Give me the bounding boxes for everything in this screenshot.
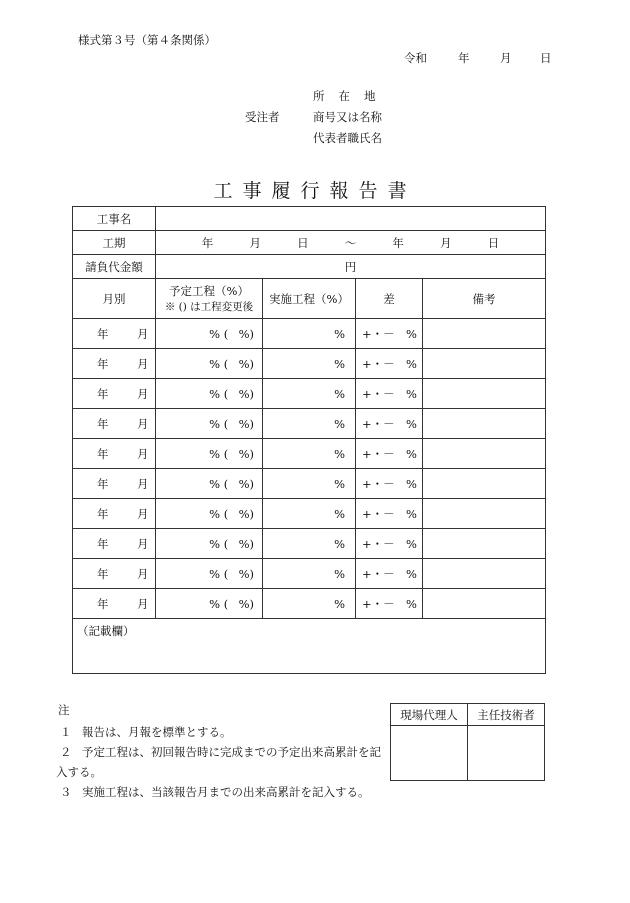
project-name-row (73, 207, 546, 231)
planned-revised-percent: %) (238, 356, 254, 371)
col-month-header: 月別 (73, 279, 156, 319)
planned-revised-percent: %) (238, 506, 254, 521)
footnote-item (60, 742, 381, 762)
footnote-text: 実施工程は、当該報告月までの出来高累計を記入する。 (82, 785, 370, 799)
footnote-text: 予定工程は、初回報告時に完成までの予定出来高累計を記 (82, 745, 381, 759)
footnotes (58, 700, 381, 802)
period-start-year: 年 (201, 235, 214, 250)
row-month: 月 (137, 386, 149, 401)
diff-unit: % (406, 386, 417, 401)
planned-cell[interactable] (156, 589, 263, 619)
month-cell[interactable] (73, 379, 156, 409)
table-row (73, 409, 546, 439)
footnote-list (58, 722, 381, 802)
site-agent-seal-field[interactable] (391, 726, 468, 781)
diff-sign: +・－ (362, 386, 395, 401)
address-label: 所在地 (313, 89, 390, 103)
row-year: 年 (97, 356, 109, 371)
date-day: 日 (540, 51, 552, 65)
planned-percent: % (209, 386, 220, 401)
row-year: 年 (97, 596, 109, 611)
row-year: 年 (97, 536, 109, 551)
row-year: 年 (97, 476, 109, 491)
row-month: 月 (137, 356, 149, 371)
table-row (73, 589, 546, 619)
contractor-label: 受注者 (245, 110, 280, 124)
period-end-month: 月 (440, 235, 452, 250)
signature-box (390, 703, 545, 781)
diff-unit: % (406, 476, 417, 491)
period-start-month: 月 (249, 235, 261, 250)
diff-unit: % (406, 326, 417, 341)
period-tilde: ～ (344, 235, 357, 250)
planned-percent: % (209, 446, 220, 461)
remarks-cell[interactable] (423, 529, 546, 559)
planned-revised-percent: %) (238, 476, 254, 491)
planned-paren-open: ( (223, 416, 229, 431)
month-cell[interactable] (73, 439, 156, 469)
actual-cell[interactable]: % (263, 559, 356, 589)
diff-cell[interactable] (356, 499, 423, 529)
actual-cell[interactable]: % (263, 409, 356, 439)
planned-revised-percent: %) (238, 596, 254, 611)
date-era: 令和 (404, 51, 427, 65)
table-row (73, 379, 546, 409)
diff-cell[interactable] (356, 559, 423, 589)
notes-field-row (73, 619, 546, 674)
footnote-number: ３ (60, 785, 72, 799)
diff-sign: +・－ (362, 566, 395, 581)
chief-engineer-label: 主任技術者 (468, 704, 545, 726)
planned-paren-open: ( (223, 326, 229, 341)
diff-cell[interactable] (356, 529, 423, 559)
month-cell[interactable] (73, 349, 156, 379)
company-name-label: 商号又は名称 (313, 110, 382, 124)
table-row (73, 499, 546, 529)
diff-sign: +・－ (362, 536, 395, 551)
row-month: 月 (137, 416, 149, 431)
table-row (73, 319, 546, 349)
footnote-text: 入する。 (56, 765, 102, 779)
planned-percent: % (209, 536, 220, 551)
diff-unit: % (406, 506, 417, 521)
planned-cell[interactable] (156, 469, 263, 499)
planned-revised-percent: %) (238, 536, 254, 551)
chief-engineer-seal-field[interactable] (468, 726, 545, 781)
diff-cell[interactable] (356, 319, 423, 349)
actual-cell[interactable]: % (263, 469, 356, 499)
actual-cell[interactable]: % (263, 379, 356, 409)
diff-cell[interactable] (356, 589, 423, 619)
month-cell[interactable] (73, 529, 156, 559)
row-month: 月 (137, 596, 149, 611)
planned-percent: % (209, 566, 220, 581)
remarks-cell[interactable] (423, 439, 546, 469)
planned-paren-open: ( (223, 356, 229, 371)
remarks-cell[interactable] (423, 469, 546, 499)
representative-label: 代表者職氏名 (313, 131, 382, 145)
footnote-item (56, 762, 381, 782)
period-label: 工期 (73, 231, 156, 255)
table-row (73, 529, 546, 559)
period-start-day: 日 (297, 235, 309, 250)
actual-cell[interactable]: % (263, 499, 356, 529)
planned-cell[interactable] (156, 409, 263, 439)
planned-cell[interactable] (156, 319, 263, 349)
planned-percent: % (209, 506, 220, 521)
remarks-cell[interactable] (423, 379, 546, 409)
contract-amount-field[interactable] (156, 255, 546, 279)
diff-sign: +・－ (362, 416, 395, 431)
diff-unit: % (406, 446, 417, 461)
planned-percent: % (209, 356, 220, 371)
report-table (72, 206, 546, 674)
col-remarks-header: 備考 (423, 279, 546, 319)
planned-cell[interactable] (156, 559, 263, 589)
diff-cell[interactable] (356, 409, 423, 439)
footnote-text: 報告は、月報を標準とする。 (82, 725, 232, 739)
date-year: 年 (458, 51, 470, 65)
actual-cell[interactable]: % (263, 349, 356, 379)
planned-header-label: 予定工程（%） (169, 284, 249, 298)
month-cell[interactable] (73, 409, 156, 439)
row-year: 年 (97, 506, 109, 521)
planned-revised-percent: %) (238, 446, 254, 461)
diff-cell[interactable] (356, 349, 423, 379)
actual-cell[interactable]: % (263, 319, 356, 349)
diff-sign: +・－ (362, 476, 395, 491)
planned-cell[interactable] (156, 499, 263, 529)
footnotes-heading: 注 (58, 703, 70, 717)
diff-unit: % (406, 536, 417, 551)
planned-paren-open: ( (223, 566, 229, 581)
diff-sign: +・－ (362, 506, 395, 521)
project-name-label: 工事名 (73, 207, 156, 231)
monthly-rows (73, 319, 546, 619)
diff-sign: +・－ (362, 356, 395, 371)
diff-sign: +・－ (362, 446, 395, 461)
row-month: 月 (137, 536, 149, 551)
project-name-field[interactable] (156, 207, 546, 231)
diff-cell[interactable] (356, 379, 423, 409)
month-cell[interactable] (73, 499, 156, 529)
period-end-year: 年 (392, 235, 404, 250)
row-month: 月 (137, 326, 149, 341)
planned-revised-percent: %) (238, 386, 254, 401)
diff-sign: +・－ (362, 326, 395, 341)
remarks-cell[interactable] (423, 589, 546, 619)
col-diff-header: 差 (356, 279, 423, 319)
month-cell[interactable] (73, 559, 156, 589)
month-cell[interactable] (73, 589, 156, 619)
contract-amount-row (73, 255, 546, 279)
row-month: 月 (137, 566, 149, 581)
remarks-cell[interactable] (423, 409, 546, 439)
remarks-cell[interactable] (423, 349, 546, 379)
table-row (73, 349, 546, 379)
diff-unit: % (406, 356, 417, 371)
diff-sign: +・－ (362, 596, 395, 611)
row-year: 年 (97, 416, 109, 431)
diff-cell[interactable] (356, 469, 423, 499)
row-month: 月 (137, 476, 149, 491)
planned-cell[interactable] (156, 349, 263, 379)
planned-percent: % (209, 596, 220, 611)
planned-percent: % (209, 326, 220, 341)
remarks-cell[interactable] (423, 559, 546, 589)
planned-paren-open: ( (223, 596, 229, 611)
planned-paren-open: ( (223, 506, 229, 521)
actual-cell[interactable]: % (263, 589, 356, 619)
row-year: 年 (97, 566, 109, 581)
planned-percent: % (209, 476, 220, 491)
diff-unit: % (406, 596, 417, 611)
planned-revised-percent: %) (238, 566, 254, 581)
planned-revised-percent: %) (238, 326, 254, 341)
planned-cell[interactable] (156, 439, 263, 469)
footnote-number: ２ (60, 745, 72, 759)
row-year: 年 (97, 326, 109, 341)
row-month: 月 (137, 506, 149, 521)
column-header-row (73, 279, 546, 319)
period-row (73, 231, 546, 255)
col-actual-header: 実施工程（%） (263, 279, 356, 319)
footnote-item (60, 782, 381, 802)
row-month: 月 (137, 446, 149, 461)
planned-percent: % (209, 416, 220, 431)
month-cell[interactable] (73, 319, 156, 349)
contract-amount-label: 請負代金額 (73, 255, 156, 279)
planned-header-note: ※ () は工程変更後 (164, 301, 254, 313)
planned-paren-open: ( (223, 386, 229, 401)
row-year: 年 (97, 386, 109, 401)
row-year: 年 (97, 446, 109, 461)
actual-cell[interactable]: % (263, 529, 356, 559)
site-agent-label: 現場代理人 (391, 704, 468, 726)
form-identifier: 様式第３号（第４条関係） (78, 33, 216, 47)
remarks-cell[interactable] (423, 499, 546, 529)
yen-unit: 円 (344, 259, 357, 274)
notes-field-label: （記載欄） (77, 624, 135, 638)
table-row (73, 469, 546, 499)
planned-revised-percent: %) (238, 416, 254, 431)
planned-paren-open: ( (223, 476, 229, 491)
actual-cell[interactable]: % (263, 439, 356, 469)
col-planned-header (156, 279, 263, 319)
table-row (73, 439, 546, 469)
period-field[interactable] (156, 231, 546, 255)
planned-paren-open: ( (223, 536, 229, 551)
diff-unit: % (406, 416, 417, 431)
date-month: 月 (500, 51, 512, 65)
document-title: 工事履行報告書 (213, 180, 417, 202)
diff-cell[interactable] (356, 439, 423, 469)
planned-paren-open: ( (223, 446, 229, 461)
notes-field[interactable] (73, 619, 546, 674)
diff-unit: % (406, 566, 417, 581)
remarks-cell[interactable] (423, 319, 546, 349)
footnote-item (60, 722, 381, 742)
footnote-number: １ (60, 725, 72, 739)
planned-cell[interactable] (156, 529, 263, 559)
month-cell[interactable] (73, 469, 156, 499)
planned-cell[interactable] (156, 379, 263, 409)
period-end-day: 日 (487, 235, 500, 250)
table-row (73, 559, 546, 589)
